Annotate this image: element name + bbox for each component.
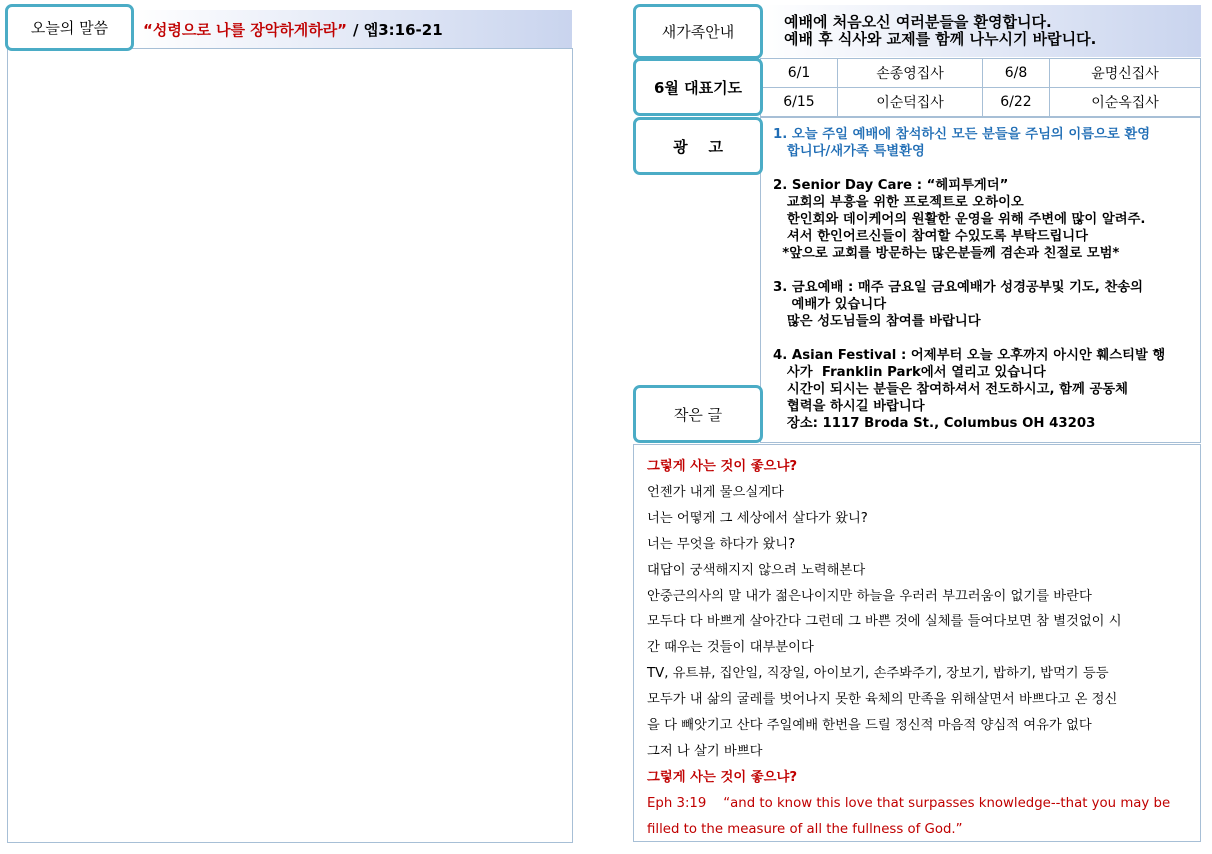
sermon-content-panel	[7, 48, 573, 843]
table-cell-date: 6/1	[761, 59, 838, 88]
announcement-line: 2. Senior Day Care : “헤피투게더”	[773, 178, 1009, 193]
announcement-line: 한인회와 데이케어의 원활한 운영을 위해 주변에 많이 알려주.	[773, 212, 1146, 227]
table-cell-date: 6/8	[983, 59, 1050, 88]
table-cell-name: 이순옥집사	[1050, 88, 1201, 117]
table-cell-date: 6/15	[761, 88, 838, 117]
announcement-line: 1. 오늘 주일 예배에 참석하신 모든 분들을 주님의 이름으로 환영	[773, 127, 1151, 142]
essay-line: 그저 나 살기 바쁘다	[647, 743, 763, 759]
welcome-line: 예배 후 식사와 교제를 함께 나누시기 바랍니다.	[784, 30, 1097, 48]
announcement-line: 장소: 1117 Broda St., Columbus OH 43203	[773, 416, 1096, 431]
scripture-verse-line: Eph 3:19 “and to know this love that surpasses knowledge--that you may be	[647, 795, 1171, 811]
short-essay-panel	[633, 444, 1201, 842]
essay-line: 모두다 다 바쁘게 살아간다 그런데 그 바쁜 것에 실체를 들여다보면 참 별것없이 시	[647, 614, 1122, 630]
announcement-line: 교회의 부흥을 위한 프로젝트로 오하이오	[773, 195, 1024, 210]
announcement-line: 3. 금요예배 : 매주 금요일 금요예배가 성경공부및 기도, 찬송의	[773, 280, 1143, 295]
essay-line: 을 다 빼앗기고 산다 주일예배 한번을 드릴 정신적 마음적 양심적 여유가 없다	[647, 718, 1092, 734]
sermon-title-bar	[131, 10, 572, 48]
announcements-panel	[760, 117, 1201, 443]
essay-line: 간 때우는 것들이 대부분이다	[647, 640, 814, 656]
sermon-title: “성령으로 나를 장악하게하라”	[143, 20, 348, 39]
announcement-line: 예배가 있습니다	[773, 297, 887, 312]
essay-line: 모두가 내 삶의 굴레를 벗어나지 못한 육체의 만족을 위해살면서 바쁘다고 온 정신	[647, 692, 1118, 708]
welcome-message-bar	[760, 5, 1201, 57]
announcement-line: 많은 성도님들의 참여를 바랍니다	[773, 314, 981, 329]
essay-line: 그렇게 사는 것이 좋으냐?	[647, 769, 798, 785]
short-essay-tab: 작은 글	[633, 385, 763, 443]
announcement-line: 셔서 한인어르신들이 참여할 수있도록 부탁드립니다	[773, 229, 1088, 244]
essay-line: 너는 어떻게 그 세상에서 살다가 왔니?	[647, 510, 868, 526]
announcement-item	[773, 177, 1190, 262]
table-row	[761, 88, 1201, 117]
scripture-verse-line: filled to the measure of all the fullness of God.”	[647, 821, 963, 837]
announcement-line: 합니다/새가족 특별환영	[773, 144, 925, 159]
announcement-line: 시간이 되시는 분들은 참여하셔서 전도하시고, 함께 공동체	[773, 382, 1128, 397]
announcement-item	[773, 126, 1190, 160]
sermon-reference: / 엡3:16-21	[353, 20, 443, 39]
table-row	[761, 59, 1201, 88]
table-cell-name: 이순덕집사	[838, 88, 983, 117]
announcement-line: 협력을 하시길 바랍니다	[773, 399, 925, 414]
essay-line: 너는 무엇을 하다가 왔니?	[647, 536, 796, 552]
table-cell-name: 윤명신집사	[1050, 59, 1201, 88]
essay-line: 그렇게 사는 것이 좋으냐?	[647, 459, 798, 474]
announcements-tab: 광 고	[633, 117, 763, 175]
prayer-tab: 6월 대표기도	[633, 58, 763, 116]
table-cell-name: 손종영집사	[838, 59, 983, 88]
new-family-tab: 새가족안내	[633, 4, 763, 59]
essay-line: TV, 유트뷰, 집안일, 직장일, 아이보기, 손주봐주기, 장보기, 밥하기, 밥먹기 등등	[647, 666, 1109, 682]
announcement-item	[773, 279, 1190, 330]
table-cell-date: 6/22	[983, 88, 1050, 117]
essay-line: 안중근의사의 말 내가 젊은나이지만 하늘을 우러러 부끄러움이 없기를 바란다	[647, 588, 1092, 604]
prayer-schedule-table	[760, 58, 1201, 117]
essay-line: 대답이 궁색해지지 않으려 노력해본다	[647, 562, 866, 578]
essay-line: 언젠가 내게 물으실게다	[647, 484, 784, 500]
todays-word-tab: 오늘의 말씀	[5, 4, 134, 51]
welcome-line: 예배에 처음오신 여러분들을 환영합니다.	[784, 13, 1052, 31]
announcement-line: 4. Asian Festival : 어제부터 오늘 오후까지 아시안 훼스티발 행	[773, 348, 1166, 363]
announcement-line: 사가 Franklin Park에서 열리고 있습니다	[773, 365, 1046, 380]
announcement-item	[773, 347, 1190, 432]
announcement-line: *앞으로 교회를 방문하는 많은분들께 겸손과 친절로 모범*	[773, 246, 1120, 261]
